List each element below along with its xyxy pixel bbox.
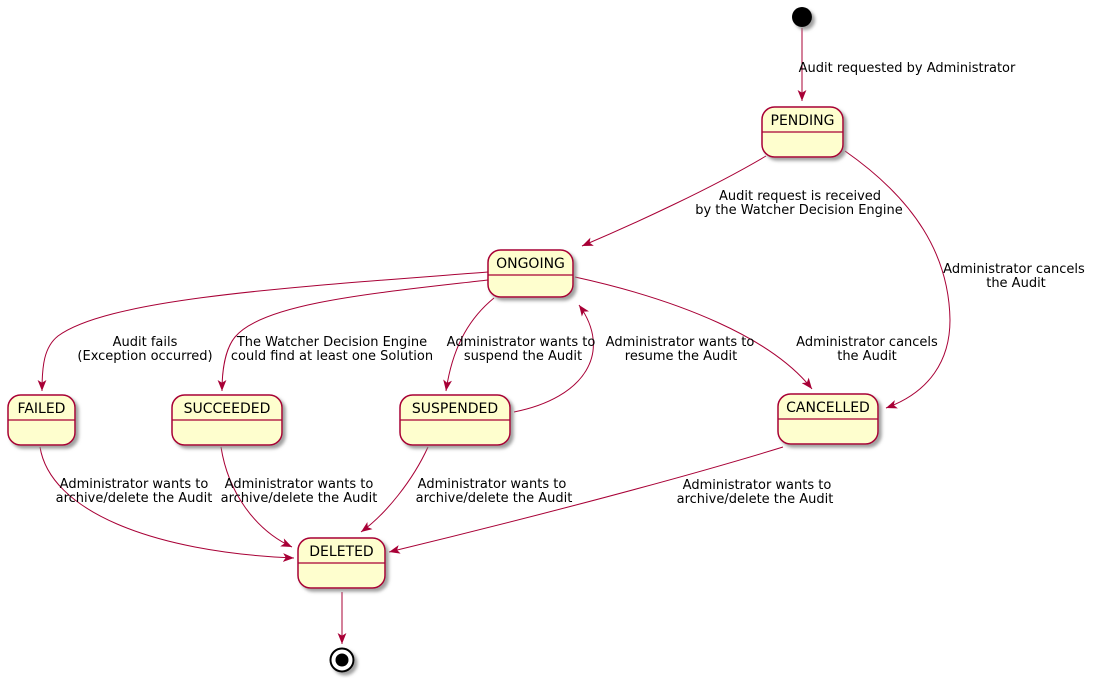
edge-label: Administrator cancels xyxy=(943,262,1085,277)
state-label: CANCELLED xyxy=(786,400,870,416)
final-state-inner-dot xyxy=(336,654,349,667)
edge-label: Administrator wants to xyxy=(682,478,832,493)
state-label: DELETED xyxy=(309,544,374,560)
edge-label: Administrator cancels xyxy=(796,335,938,350)
state-ongoing xyxy=(488,250,573,297)
edge-label: Administrator wants to xyxy=(605,335,755,350)
edge-ongoing-to-failed xyxy=(42,272,488,391)
state-label: PENDING xyxy=(770,113,835,129)
edge-label: Administrator wants to xyxy=(417,477,567,492)
edge-label: Audit requested by Administrator xyxy=(798,61,1016,76)
state-label: FAILED xyxy=(17,401,66,417)
edge-label: the Audit xyxy=(837,349,897,364)
state-cancelled xyxy=(778,394,878,444)
edge-label: could find at least one Solution xyxy=(230,349,434,364)
edge-label: Administrator wants to xyxy=(446,335,596,350)
edge-label: by the Watcher Decision Engine xyxy=(695,203,903,218)
edge-label: The Watcher Decision Engine xyxy=(236,335,428,350)
edge-label: archive/delete the Audit xyxy=(220,491,378,506)
edge-label: (Exception occurred) xyxy=(77,349,213,364)
state-label: ONGOING xyxy=(496,256,565,272)
state-failed xyxy=(8,395,75,445)
edge-label: the Audit xyxy=(986,276,1046,291)
final-state-icon xyxy=(331,649,354,672)
state-label: SUSPENDED xyxy=(411,401,499,417)
state-deleted xyxy=(298,538,385,588)
edge-label: Audit request is received xyxy=(718,189,882,204)
initial-state-icon xyxy=(792,7,812,27)
state-label: SUCCEEDED xyxy=(183,401,271,417)
edge-ongoing-to-cancelled xyxy=(575,277,812,389)
edge-label: Administrator wants to xyxy=(224,477,374,492)
edge-label: suspend the Audit xyxy=(463,349,583,364)
edge-label: resume the Audit xyxy=(624,349,738,364)
state-suspended xyxy=(400,395,510,445)
edge-label: archive/delete the Audit xyxy=(55,491,213,506)
state-pending xyxy=(762,107,843,157)
edge-label: archive/delete the Audit xyxy=(676,492,834,507)
edge-label: Administrator wants to xyxy=(59,477,209,492)
state-succeeded xyxy=(172,395,282,445)
edge-label: Audit fails xyxy=(112,335,178,350)
edge-label: archive/delete the Audit xyxy=(415,491,573,506)
